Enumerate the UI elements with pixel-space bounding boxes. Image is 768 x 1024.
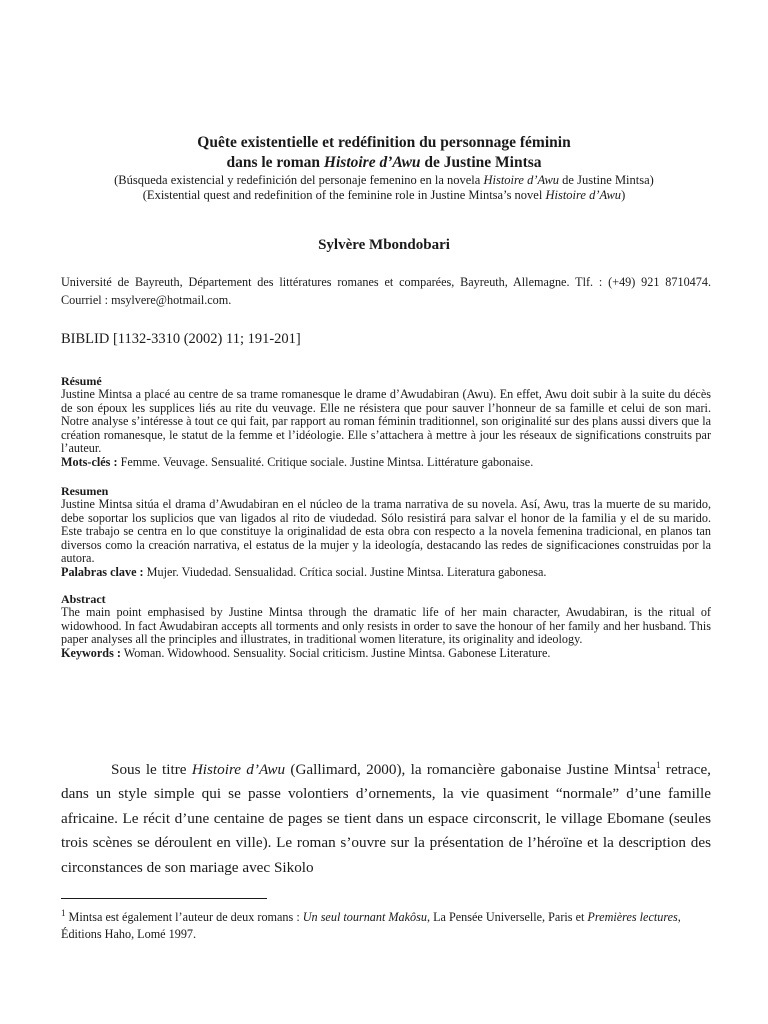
novel-title: Histoire d’Awu (483, 173, 560, 187)
resumen-body: Justine Mintsa sitúa el drama d’Awudabiran en el núcleo de la trama narrativa de su novela. Así, Awu, tras la muerte de su marido, debe soportar los suplicios que van ligados al rito de viudedad. Sólo resistirá para salvar el honor de la familia y el de su marido. Este trabajo se centra en lo que constituye la originalidad de esta obra con respecto a la novela femenina tradicional, en planos tan diversos como la creación narrativa, el estatus de la mujer y la ideología, destacando las redes de significaciones construidas por la autora. (61, 497, 711, 566)
novel-title: Histoire d’Awu (191, 761, 286, 778)
english-title (40, 188, 728, 203)
title-text: de Justine Mintsa (420, 154, 542, 171)
footnote-text: , Éditions Haho, Lomé 1997. (61, 910, 681, 941)
resumen-section (61, 485, 711, 580)
subtitle-text: (Existential quest and redefinition of the feminine role in Justine Mintsa’s novel (142, 188, 546, 202)
footnote-text: Mintsa est également l’auteur de deux romans : (65, 910, 303, 924)
book-title: Un seul tournant Makôsu (302, 910, 427, 924)
abstract-heading: Abstract (61, 592, 106, 606)
subtitle-text: (Búsqueda existencial y redefinición del personaje femenino en la novela (114, 173, 484, 187)
footnote-number: 1 (61, 907, 66, 918)
keywords-text: Woman. Widowhood. Sensuality. Social criticism. Justine Mintsa. Gabonese Literature. (120, 645, 551, 660)
main-paragraph (61, 758, 711, 880)
body-text: retrace, dans un style simple qui se passe volontiers d’ornements, la vie quasiment “normale” d’une famille africaine. Le récit d’une centaine de pages se tient dans un espace circonscrit, le village Ebomane (seules trois scènes se déroulent en ville). Le roman s’ouvre sur la présentation de l’héroïne et la description des circonstances de son mariage avec Sikolo (61, 761, 711, 876)
keywords-label: Keywords : (61, 645, 121, 660)
body-text: (Gallimard, 2000), la romancière gabonaise Justine Mintsa (285, 761, 657, 778)
resumen-heading: Resumen (61, 484, 109, 498)
keywords-text: Mujer. Viudedad. Sensualidad. Crítica social. Justine Mintsa. Literatura gabonesa. (143, 564, 547, 579)
novel-title: Histoire d’Awu (323, 154, 421, 171)
subtitle-text: ) (621, 188, 626, 202)
abstract-keywords (61, 647, 711, 661)
title-block (40, 133, 728, 203)
footnote (61, 909, 711, 943)
resume-body: Justine Mintsa a placé au centre de sa trame romanesque le drame d’Awudabiran (Awu). En effet, Awu doit subir à la suite du décès de son époux les supplices liés au rite du veuvage. Elle ne résistera que pour sauver l’honneur de sa famille et celui de son mari. Notre analyse s’intéresse à tout ce qui fait, par rapport au roman féminin traditionnel, son originalité sur des plans aussi divers que la création romanesque, le statut de la femme et l’idéologie. Elle s’attachera à mettre à jour les réseaux de significations construits par l’auteur. (61, 387, 711, 456)
abstract-section (61, 593, 711, 660)
subtitle-text: de Justine Mintsa) (559, 173, 654, 187)
resume-section (61, 375, 711, 470)
body-text: Sous le titre (111, 761, 192, 778)
footnote-text: , La Pensée Universelle, Paris et (427, 910, 588, 924)
resume-heading: Résumé (61, 374, 102, 388)
biblid-reference: BIBLID [1132-3310 (2002) 11; 191-201] (61, 331, 301, 347)
footnote-marker: 1 (656, 759, 661, 770)
affiliation: Université de Bayreuth, Département des littératures romanes et comparées, Bayreuth, Allemagne. Tlf. : (+49) 921 8710474. Courriel : msylvere@hotmail.com. (61, 275, 711, 307)
abstract-body: The main point emphasised by Justine Mintsa through the dramatic life of her main character, Awudabiran, is the ritual of widowhood. In fact Awudabiran accepts all torments and only resists in order to save the honour of her family and her husband. This paper analyses all the principles and illustrates, in traditional women literature, its originality and ideology. (61, 605, 711, 647)
keywords-label: Palabras clave : (61, 564, 144, 579)
keywords-label: Mots-clés : (61, 454, 118, 469)
footnote-divider (61, 898, 267, 899)
paper-title-line-2 (40, 153, 728, 173)
resumen-keywords (61, 566, 711, 580)
book-title: Premières lectures (587, 910, 678, 924)
resume-keywords (61, 456, 711, 470)
keywords-text: Femme. Veuvage. Sensualité. Critique sociale. Justine Mintsa. Littérature gabonaise. (117, 454, 534, 469)
novel-title: Histoire d’Awu (545, 188, 622, 202)
author-name: Sylvère Mbondobari (318, 237, 450, 253)
paper-title-line-1: Quête existentielle et redéfinition du personnage féminin (197, 134, 571, 151)
spanish-title (40, 173, 728, 188)
title-text: dans le roman (226, 154, 324, 171)
